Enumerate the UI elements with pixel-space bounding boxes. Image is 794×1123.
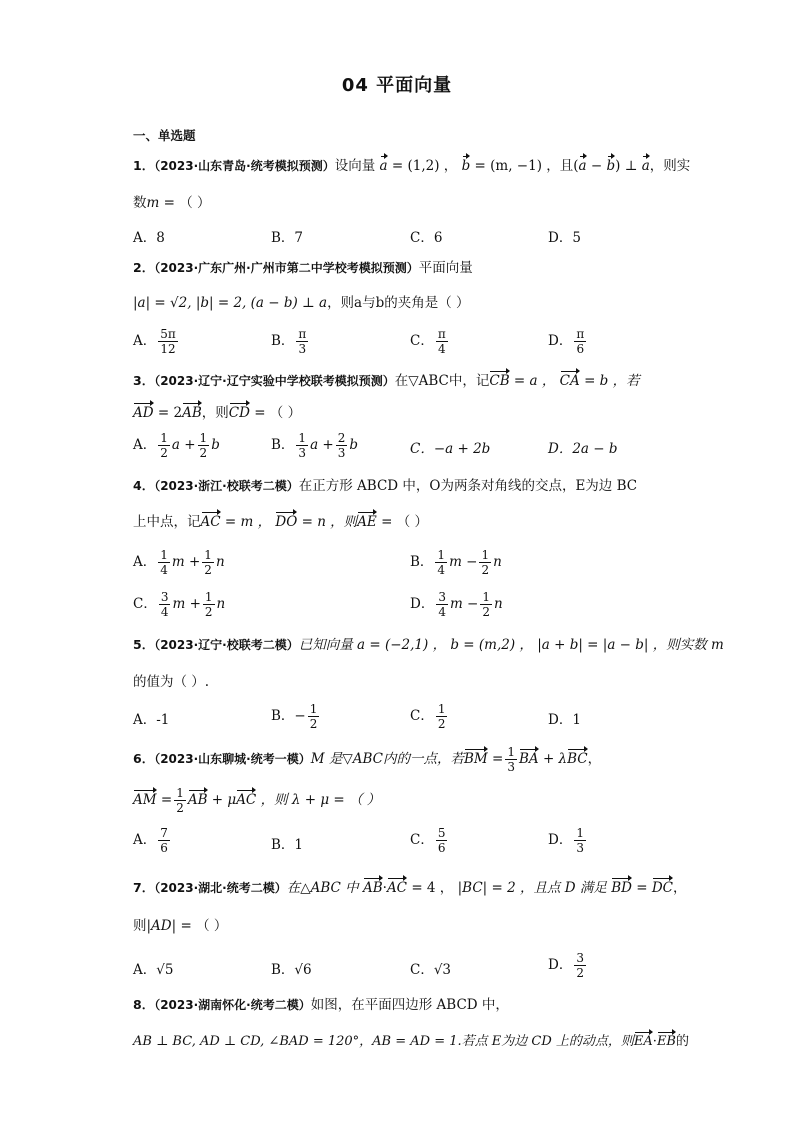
question-source: （2023·浙江·校联考二模） xyxy=(154,479,299,493)
option-d: D． $\frac{3}{4}$ m − $\frac{1}{2}$ n xyxy=(410,590,503,619)
option-c: C． $\frac{1}{2}$ xyxy=(410,702,446,731)
question-1-line-2: 数m = （ ） xyxy=(133,195,211,211)
option-d: D． $\frac{3}{2}$ xyxy=(548,951,584,980)
fraction: $\frac{3}{4}$ xyxy=(160,590,169,619)
question-2-line-2: |a| = √2, |b| = 2, (a − b) ⊥ a，则a与b的夹角是（ ） xyxy=(133,295,470,311)
option-a: A． $\frac{5\pi}{12}$ xyxy=(133,327,176,356)
option-d: D．1 xyxy=(548,712,581,728)
option-a: A． $\frac{7}{6}$ xyxy=(133,826,168,855)
question-2-line-1: 2．（2023·广东广州·广州市第二中学校考模拟预测）平面向量 xyxy=(133,260,473,276)
option-a: A．8 xyxy=(133,230,165,246)
option-c: C． $\frac{5}{6}$ xyxy=(410,826,446,855)
question-number: 3． xyxy=(133,373,155,388)
question-8-line-2: AB ⊥ BC, AD ⊥ CD, ∠BAD = 120°，AB = AD = 1.若点 E为边 CD 上的动点，则EA·EB的 xyxy=(133,1034,689,1049)
question-number: 2． xyxy=(133,260,155,275)
question-number: 5． xyxy=(133,637,155,652)
question-number: 4． xyxy=(133,478,155,493)
section-heading: 一、单选题 xyxy=(133,128,196,143)
question-number: 7． xyxy=(133,880,155,895)
fraction: $\frac{\pi}{6}$ xyxy=(576,327,585,356)
fraction: $\frac{5}{6}$ xyxy=(437,826,446,855)
question-source: （2023·广东广州·广州市第二中学校考模拟预测） xyxy=(154,261,419,275)
fraction: $\frac{2}{3}$ xyxy=(337,431,346,460)
question-5-line-1: 5．（2023·辽宁·校联考二模）已知向量 a = (−2,1) ， b = (m,2) ， |a + b| = |a − b| ，则实数 m xyxy=(133,637,724,653)
option-b: B． $\frac{\pi}{3}$ xyxy=(271,327,307,356)
question-4-line-1: 4．（2023·浙江·校联考二模）在正方形 ABCD 中，O为两条对角线的交点，E为边 BC xyxy=(133,478,638,494)
option-b: B． $\frac{1}{4}$ m − $\frac{1}{2}$ n xyxy=(410,548,502,577)
question-source: （2023·山东聊城·统考一模） xyxy=(154,752,311,766)
question-1-line-1: 1．（2023·山东青岛·统考模拟预测）设向量 a = (1,2) ， b = (m, −1) ，且(a − b) ⊥ a，则实 xyxy=(133,158,691,174)
fraction: $\frac{3}{4}$ xyxy=(438,590,446,619)
option-c: C． $\frac{3}{4}$ m + $\frac{1}{2}$ n xyxy=(133,590,226,619)
option-d: D． $\frac{1}{3}$ xyxy=(548,826,584,855)
question-3-line-2: AD = 2AB，则CD = （ ） xyxy=(133,405,302,421)
fraction: $\frac{5\pi}{12}$ xyxy=(160,327,176,356)
option-d: D． $\frac{\pi}{6}$ xyxy=(548,327,585,356)
question-source: （2023·辽宁·校联考二模） xyxy=(154,638,299,652)
option-b: B． $\frac{1}{3}$ a + $\frac{2}{3}$ b xyxy=(271,431,359,460)
question-3-line-1: 3．（2023·辽宁·辽宁实验中学校联考模拟预测）在▽ABC中，记CB = a ， CA = b ，若 xyxy=(133,373,640,389)
fraction: $\frac{1}{2}$ xyxy=(160,431,168,460)
fraction: $\frac{1}{4}$ xyxy=(437,548,446,577)
question-7-line-2: 则|AD| = （ ） xyxy=(133,918,228,934)
question-number: 1． xyxy=(133,158,155,173)
option-c: C．√3 xyxy=(410,962,452,978)
fraction: $\frac{1}{2}$ xyxy=(481,548,490,577)
fraction: $\frac{1}{2}$ xyxy=(437,702,446,731)
question-8-line-1: 8．（2023·湖南怀化·统考二模）如图，在平面四边形 ABCD 中， xyxy=(133,997,509,1013)
page-title: 04 平面向量 xyxy=(341,75,453,96)
fraction: $\frac{1}{3}$ xyxy=(298,431,307,460)
question-4-line-2: 上中点，记AC = m ， DO = n ，则AE = （ ） xyxy=(133,514,428,530)
option-b: B．− $\frac{1}{2}$ xyxy=(271,702,318,731)
option-c: C． $\frac{\pi}{4}$ xyxy=(410,327,446,356)
question-source: （2023·山东青岛·统考模拟预测） xyxy=(154,159,335,173)
fraction: $\frac{1}{3}$ xyxy=(576,826,584,855)
question-7-line-1: 7．（2023·湖北·统考二模）在△ABC 中 AB·AC = 4 ， |BC| = 2 ，且点 D 满足 BD = DC， xyxy=(133,880,687,896)
fraction: $\frac{1}{2}$ xyxy=(176,786,184,815)
question-6-line-1: 6．（2023·山东聊城·统考一模）M 是▽ABC内的一点，若BM = $\frac{1}{3}$ BA + λBC， xyxy=(133,745,602,774)
fraction: $\frac{1}{2}$ xyxy=(309,702,318,731)
fraction: $\frac{1}{4}$ xyxy=(160,548,168,577)
fraction: $\frac{1}{2}$ xyxy=(204,590,213,619)
option-b: B．√6 xyxy=(271,962,312,978)
option-a: A．-1 xyxy=(133,712,170,728)
option-c: C．−a + 2b xyxy=(410,441,491,457)
option-b: B．1 xyxy=(271,837,304,853)
question-source: （2023·辽宁·辽宁实验中学校联考模拟预测） xyxy=(154,374,395,388)
fraction: $\frac{\pi}{4}$ xyxy=(437,327,446,356)
question-5-line-2: 的值为（ ）. xyxy=(133,674,210,690)
fraction: $\frac{\pi}{3}$ xyxy=(298,327,307,356)
question-source: （2023·湖南怀化·统考二模） xyxy=(154,998,311,1012)
option-b: B．7 xyxy=(271,230,304,246)
question-number: 6． xyxy=(133,751,155,766)
option-c: C．6 xyxy=(410,230,443,246)
option-d: D．5 xyxy=(548,230,581,246)
question-6-line-2: AM = $\frac{1}{2}$ AB + μAC ，则 λ + μ = （ ） xyxy=(133,786,381,815)
option-a: A． $\frac{1}{2}$ a + $\frac{1}{2}$ b xyxy=(133,431,220,460)
question-source: （2023·湖北·统考二模） xyxy=(154,881,287,895)
fraction: $\frac{3}{2}$ xyxy=(576,951,584,980)
fraction: $\frac{7}{6}$ xyxy=(160,826,168,855)
option-a: A．√5 xyxy=(133,962,174,978)
question-number: 8． xyxy=(133,997,155,1012)
fraction: $\frac{1}{2}$ xyxy=(199,431,208,460)
fraction: $\frac{1}{2}$ xyxy=(482,590,491,619)
option-d: D．2a − b xyxy=(548,441,618,457)
fraction: $\frac{1}{3}$ xyxy=(507,745,515,774)
fraction: $\frac{1}{2}$ xyxy=(204,548,212,577)
option-a: A． $\frac{1}{4}$ m + $\frac{1}{2}$ n xyxy=(133,548,225,577)
